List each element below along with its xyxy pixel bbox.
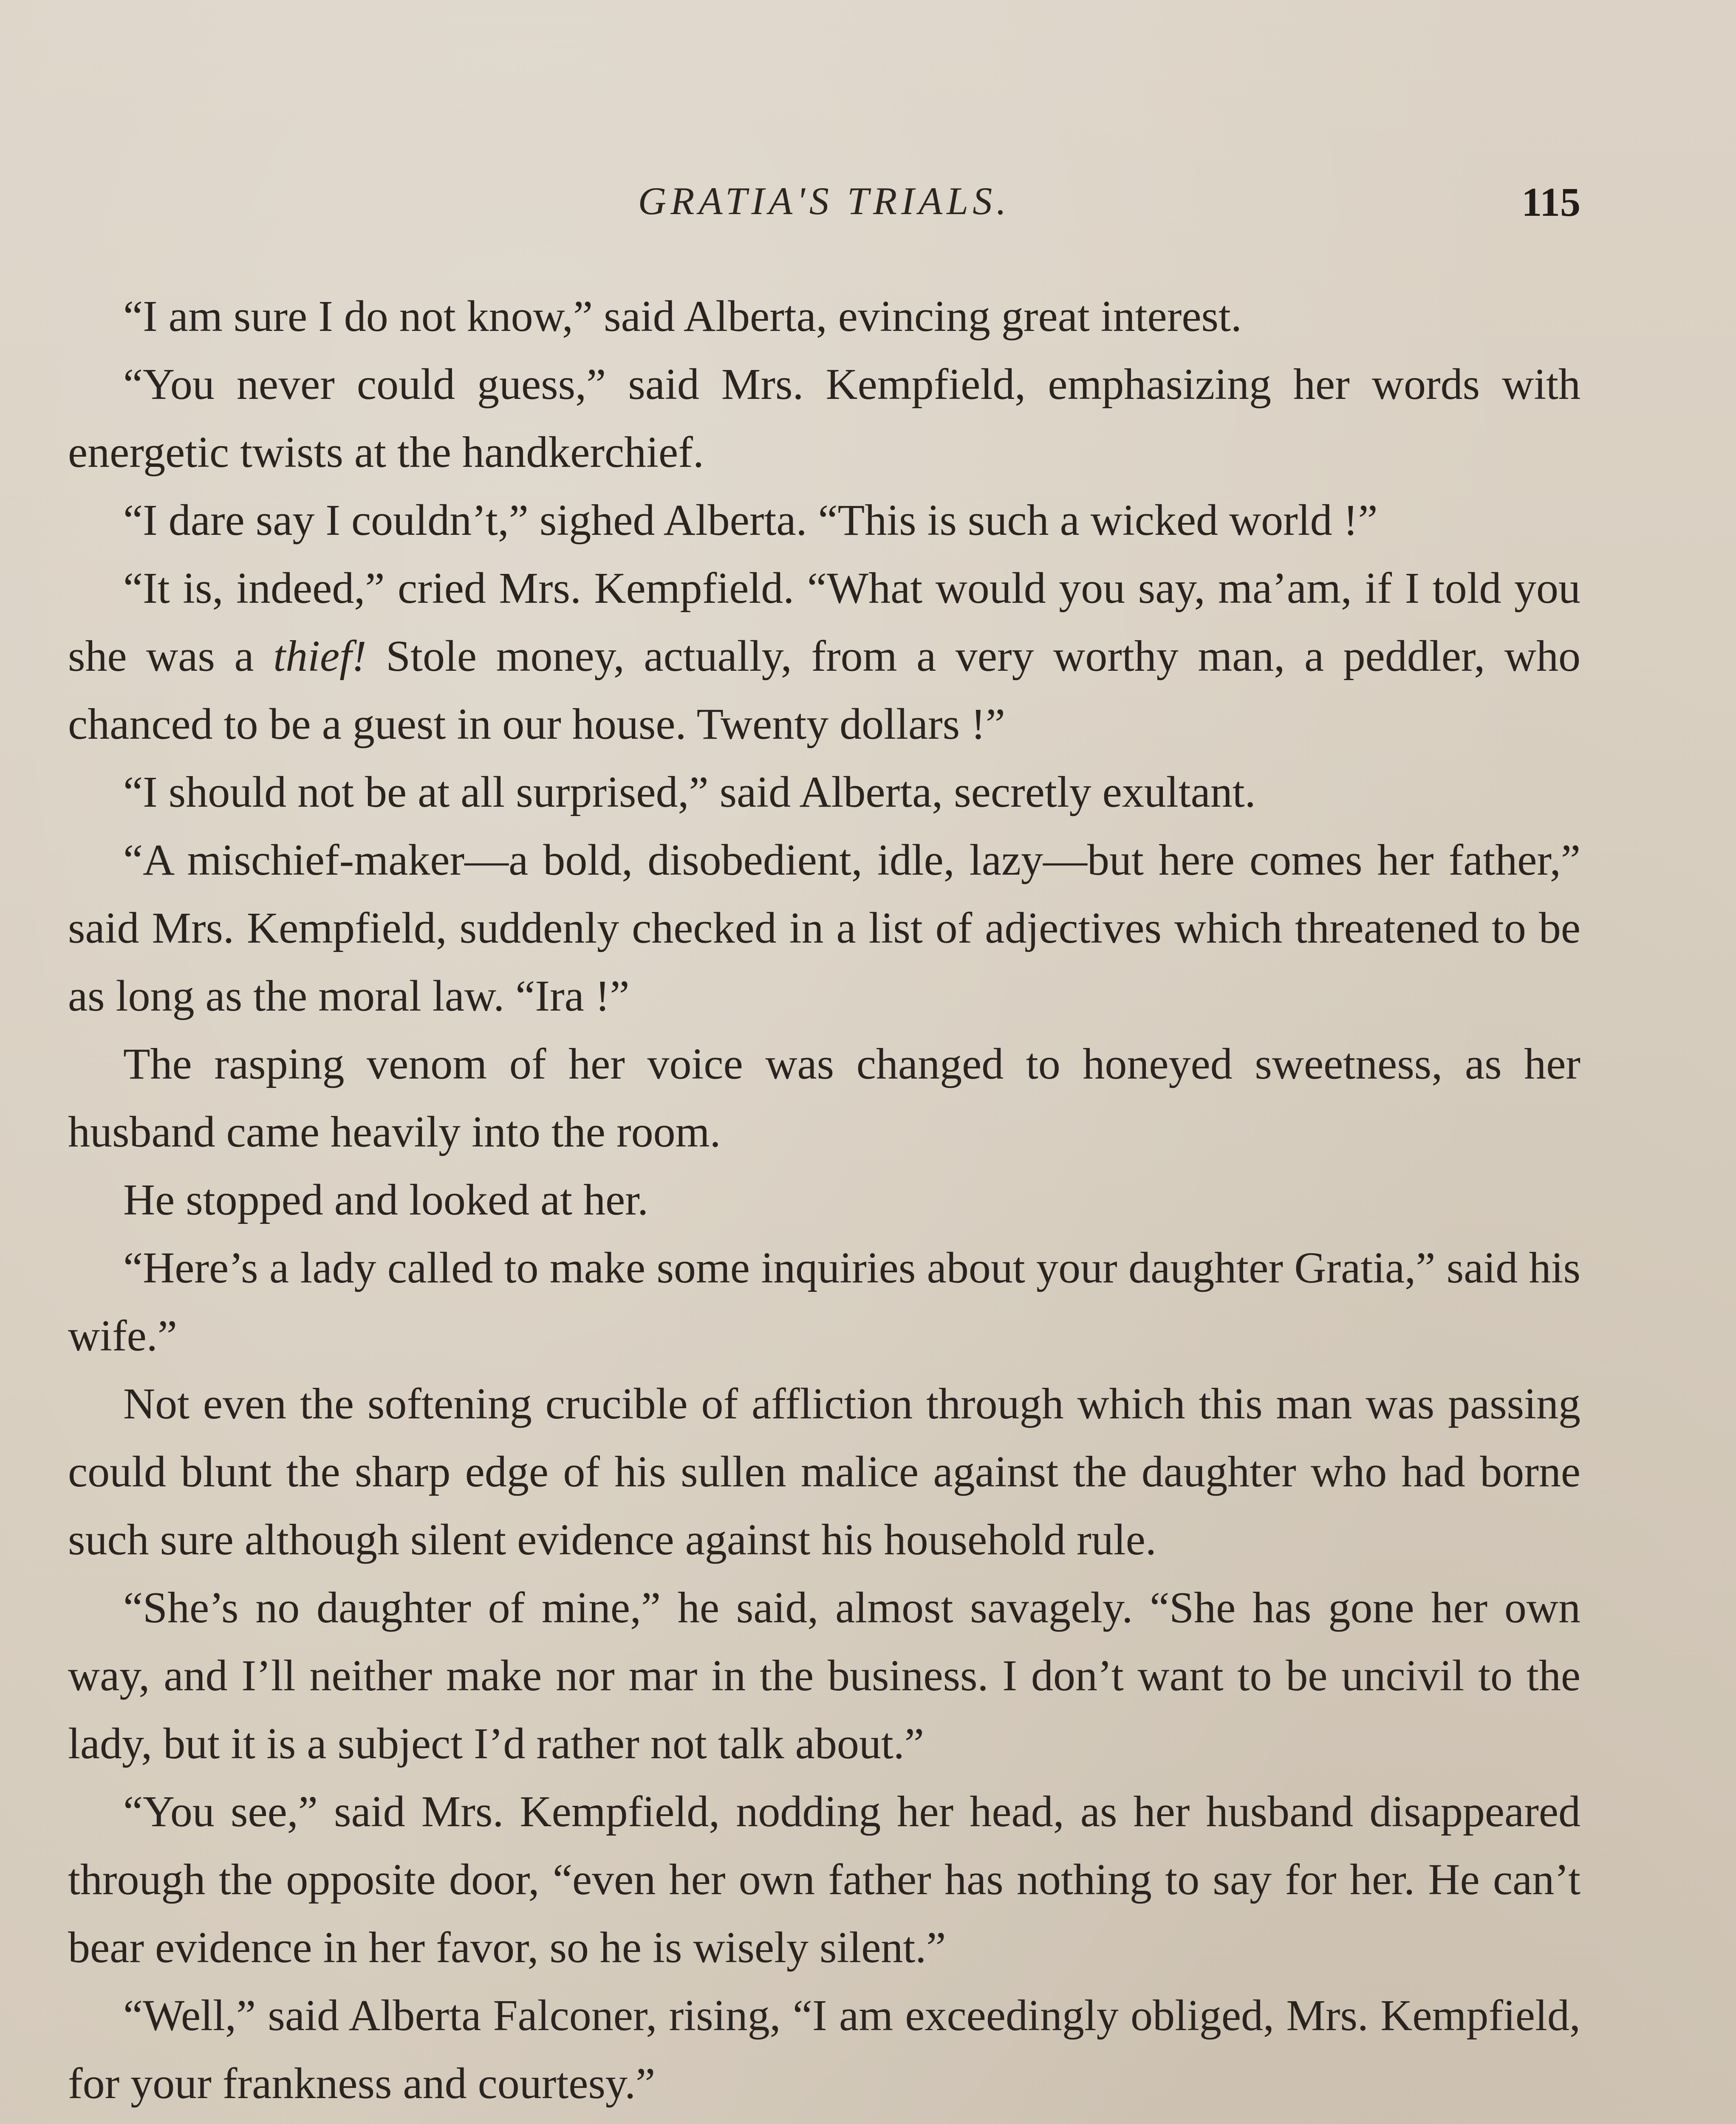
paragraph-text: He stopped and looked at her. [123,1175,649,1224]
paragraph-text: Stole money, actually, from a very worthy man, a peddler, who chanced to be a guest in our house. Twenty dollars !” [68,632,1581,748]
paragraph [68,1982,1580,2118]
paragraph [68,1370,1580,1574]
paragraph-text: The rasping venom of her voice was changed to honeyed sweetness, as her husband came heavily into the room. [68,1039,1580,1156]
paragraph [68,826,1580,1030]
paragraph [68,554,1580,758]
paragraph-text: “Here’s a lady called to make some inquiries about your daughter Gratia,” said his wife.” [68,1243,1580,1360]
paragraph [68,1030,1580,1166]
paragraph-text: Not even the softening crucible of affliction through which this man was passing could blunt the sharp edge of his sullen malice against the daughter who had borne such sure although silent evidence against his household rule. [68,1379,1580,1564]
running-head: GRATIA'S TRIALS. [638,179,1011,223]
paragraph-text: “Well,” said Alberta Falconer, rising, “I am exceedingly obliged, Mrs. Kempfield, for your frankness and courtesy.” [68,1991,1580,2108]
paragraph [68,1574,1580,1778]
paragraph [68,350,1580,486]
paragraph [68,1166,1580,1234]
paragraph-text: “I am sure I do not know,” said Alberta, evincing great interest. [123,292,1242,341]
paragraph [68,758,1580,826]
paragraph-text: “You see,” said Mrs. Kempfield, nodding her head, as her husband disappeared through the opposite door, “even her own father has nothing to say for her. He can’t bear evidence in her favor, so he is wisely silent.” [68,1787,1580,1972]
paragraph-text: “She’s no daughter of mine,” he said, almost savagely. “She has gone her own way, and I’ll neither make nor mar in the business. I don’t want to be uncivil to the lady, but it is a subject I’d rather not talk about.” [68,1583,1580,1768]
paragraph-text: “A mischief-maker—a bold, disobedient, idle, lazy—but here comes her father,” said Mrs. Kempfield, suddenly checked in a list of adjectives which threatened to be as long as the moral law. “Ira !” [68,836,1580,1020]
paragraph [68,1234,1580,1370]
paragraph-text: “It is, indeed,” cried Mrs. Kempfield. “What would you say, ma’am, if I told you she was a [68,564,1580,681]
paragraph [68,282,1580,350]
paragraph [68,1778,1580,1982]
paragraph-text: “You never could guess,” said Mrs. Kempfield, emphasizing her words with energetic twists at the handkerchief. [68,360,1580,477]
italic-text: thief! [273,632,367,681]
paragraph-text: “I should not be at all surprised,” said Alberta, secretly exultant. [123,768,1256,816]
page-number: 115 [1521,179,1580,225]
page-header [68,178,1580,242]
paragraph-text: “I dare say I couldn’t,” sighed Alberta. “This is such a wicked world !” [123,496,1378,545]
paragraph [68,486,1580,554]
body-text [68,282,1580,2118]
